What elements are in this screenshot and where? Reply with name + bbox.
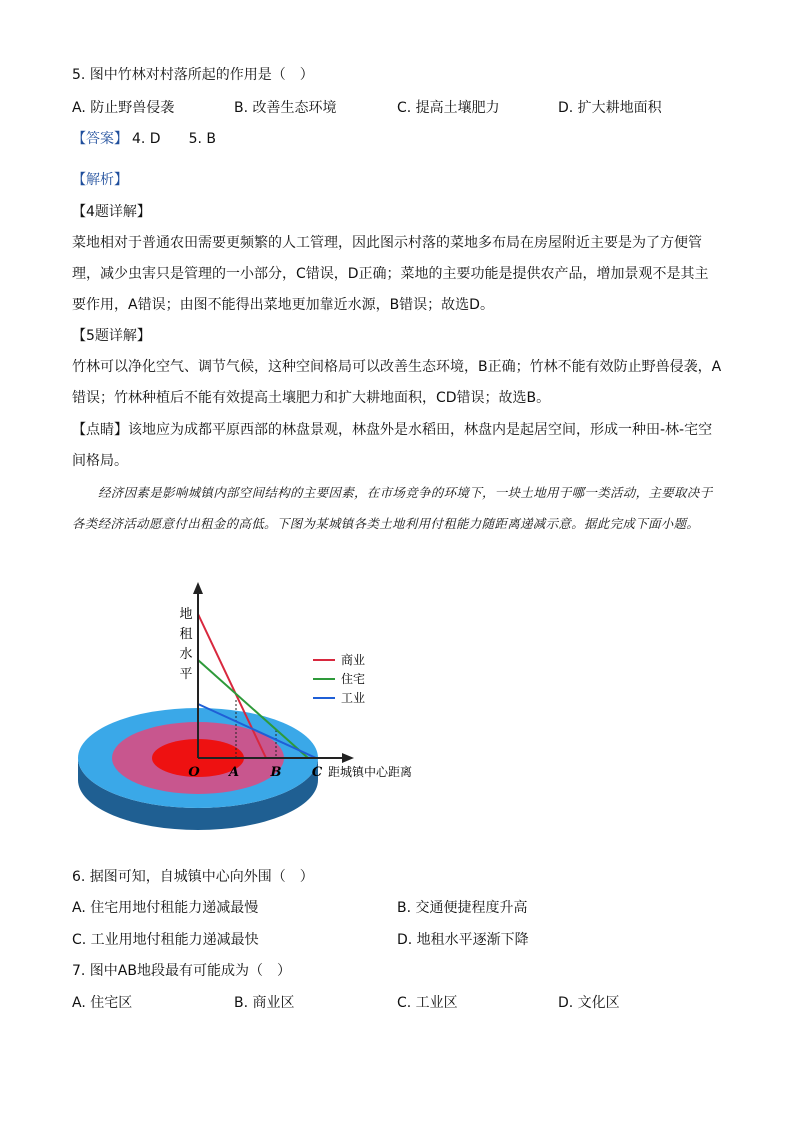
q6-options-row1 bbox=[72, 898, 722, 918]
legend-label-residential: 住宅 bbox=[341, 672, 366, 686]
comment-text: 该地应为成都平原西部的林盘景观，林盘外是水稻田，林盘内是起居空间，形成一种田-林-宅空间格局。 bbox=[72, 422, 713, 469]
q5-option-b: B. 改善生态环境 bbox=[234, 100, 337, 116]
answer-label: 【答案】 bbox=[72, 131, 128, 147]
q6-option-b: B. 交通便捷程度升高 bbox=[397, 900, 528, 916]
q5-stem: 5. 图中竹林对村落所起的作用是（ ） bbox=[72, 67, 314, 83]
point-o: O bbox=[188, 765, 200, 780]
q5-option-a: A. 防止野兽侵袭 bbox=[72, 100, 175, 116]
q6-option-c: C. 工业用地付租能力递减最快 bbox=[72, 932, 259, 948]
q6-stem: 6. 据图可知，自城镇中心向外围（ ） bbox=[72, 869, 314, 885]
q7-option-b: B. 商业区 bbox=[234, 995, 295, 1011]
detail5-label: 【5题详解】 bbox=[72, 328, 151, 344]
answer-line bbox=[72, 129, 216, 149]
q7-option-c: C. 工业区 bbox=[397, 995, 458, 1011]
legend-label-industrial: 工业 bbox=[341, 691, 366, 705]
legend-label-commercial: 商业 bbox=[341, 653, 366, 667]
legend bbox=[313, 652, 365, 705]
y-label-char-3: 水 bbox=[179, 647, 193, 662]
comment-block bbox=[72, 415, 722, 477]
q6-options-row2 bbox=[72, 930, 722, 950]
q5-option-c: C. 提高土壤肥力 bbox=[397, 100, 500, 116]
q6-option-d: D. 地租水平逐渐下降 bbox=[397, 932, 529, 948]
answer-text: 4. D 5. B bbox=[132, 131, 216, 147]
analysis-label: 【解析】 bbox=[72, 172, 128, 188]
y-label-char-4: 平 bbox=[179, 667, 193, 682]
q7-option-a: A. 住宅区 bbox=[72, 995, 133, 1011]
point-a: A bbox=[228, 765, 240, 780]
y-label-char-1: 地 bbox=[179, 607, 193, 622]
detail4-text: 菜地相对于普通农田需要更频繁的人工管理，因此图示村落的菜地多布局在房屋附近主要是为了方便管理，减少虫害只是管理的一小部分，C错误，D正确；菜地的主要功能是提供农产品，增加景观不是其主要作用，A错误；由图不能得出菜地更加靠近水源，B错误；故选D。 bbox=[72, 235, 709, 313]
q6-option-a: A. 住宅用地付租能力递减最慢 bbox=[72, 900, 259, 916]
point-c: C bbox=[311, 765, 323, 780]
x-axis-label: 距城镇中心距离 bbox=[328, 765, 413, 779]
x-axis-arrow bbox=[342, 753, 354, 763]
y-label-char-2: 租 bbox=[179, 627, 193, 642]
detail5-text: 竹林可以净化空气、调节气候，这种空间格局可以改善生态环境，B正确；竹林不能有效防止野兽侵袭，A错误；竹林种植后不能有效提高土壤肥力和扩大耕地面积，CD错误；故选B。 bbox=[72, 359, 722, 406]
q5-option-d: D. 扩大耕地面积 bbox=[558, 100, 662, 116]
comment-label: 【点睛】 bbox=[72, 422, 128, 438]
q5-options bbox=[72, 98, 722, 118]
reading-passage: 经济因素是影响城镇内部空间结构的主要因素，在市场竞争的环境下，一块土地用于哪一类活动，主要取决于各类经济活动愿意付出租金的高低。下图为某城镇各类土地利用付租能力随距离递减示意。据此完成下面小题。 bbox=[72, 485, 713, 531]
detail4-label: 【4题详解】 bbox=[72, 204, 151, 220]
q7-option-d: D. 文化区 bbox=[558, 995, 620, 1011]
q7-stem: 7. 图中AB地段最有可能成为（ ） bbox=[72, 963, 291, 979]
y-axis-arrow bbox=[193, 582, 203, 594]
point-b: B bbox=[270, 765, 282, 780]
q7-options bbox=[72, 993, 722, 1013]
land-rent-figure bbox=[70, 578, 430, 838]
